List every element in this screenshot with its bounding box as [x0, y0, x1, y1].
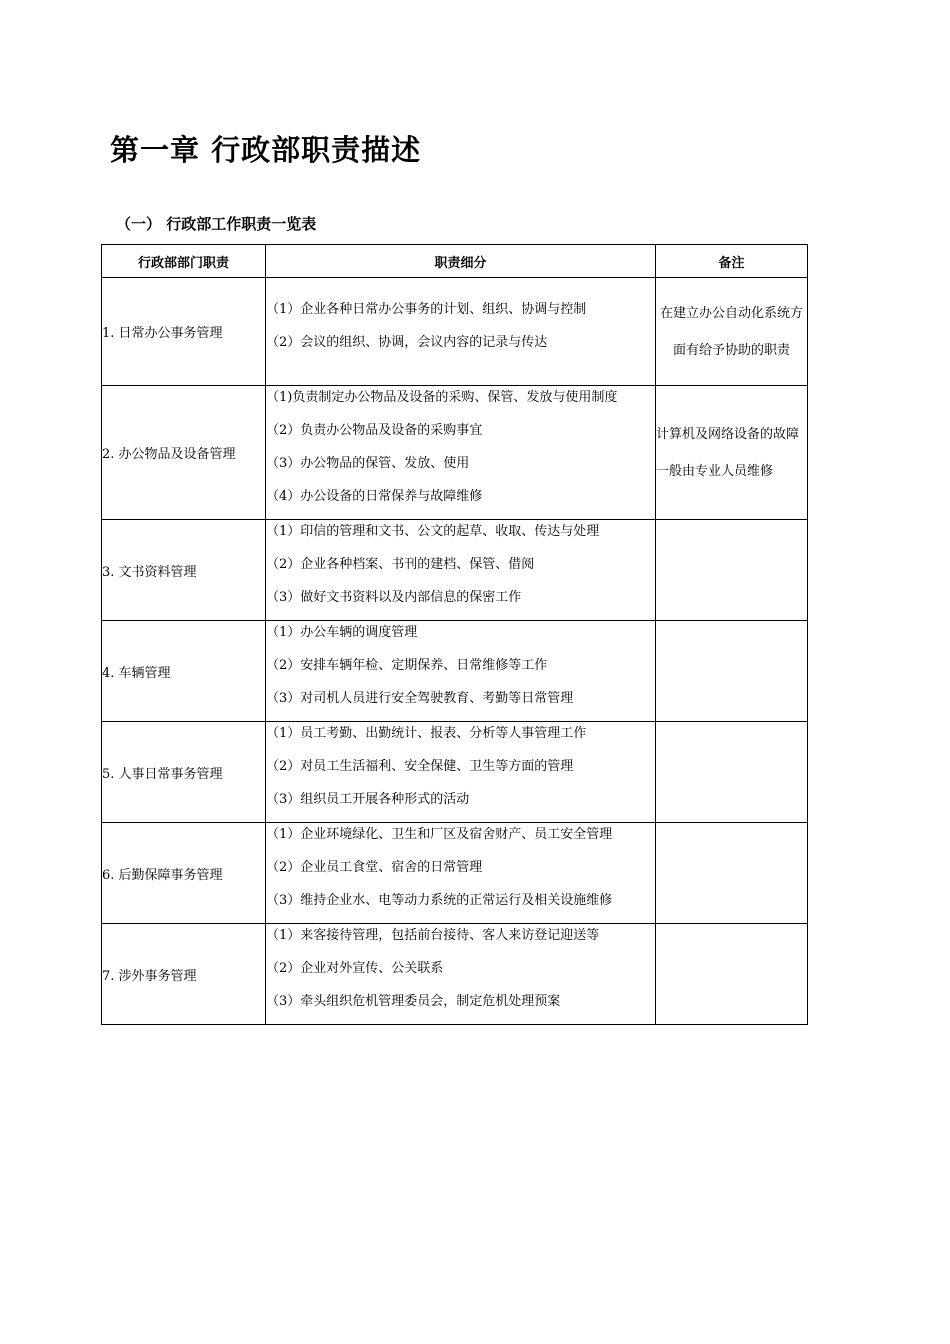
details-cell	[266, 621, 656, 722]
table-row	[102, 823, 808, 924]
table-header-row	[102, 245, 808, 278]
table-row	[102, 722, 808, 823]
header-details: 职责细分	[266, 245, 656, 278]
table-row	[102, 278, 808, 386]
detail-line: （4）办公设备的日常保养与故障维修	[266, 488, 483, 504]
detail-line: （2）会议的组织、协调，会议内容的记录与传达	[266, 334, 548, 350]
details-cell	[266, 520, 656, 621]
remark-cell	[656, 520, 808, 621]
detail-line: （2）企业各种档案、书刊的建档、保管、借阅	[266, 556, 535, 572]
header-dept: 行政部部门职责	[102, 245, 266, 278]
remark-cell	[656, 621, 808, 722]
details-cell	[266, 722, 656, 823]
detail-line: （1）印信的管理和文书、公文的起草、收取、传达与处理	[266, 523, 600, 539]
detail-line: （2）负责办公物品及设备的采购事宜	[266, 422, 483, 438]
detail-line: （1）企业各种日常办公事务的计划、组织、协调与控制	[266, 301, 587, 317]
details-cell	[266, 386, 656, 520]
detail-line: （3）办公物品的保管、发放、使用	[266, 455, 470, 471]
detail-line: （3）维持企业水、电等动力系统的正常运行及相关设施维修	[266, 892, 613, 908]
dept-cell: 7. 涉外事务管理	[102, 924, 266, 1025]
table-row	[102, 621, 808, 722]
detail-line: （3）牵头组织危机管理委员会，制定危机处理预案	[266, 993, 561, 1009]
dept-cell: 6. 后勤保障事务管理	[102, 823, 266, 924]
section-title: （一） 行政部工作职责一览表	[116, 215, 317, 233]
details-cell	[266, 278, 656, 386]
remark-cell	[656, 924, 808, 1025]
table-row	[102, 924, 808, 1025]
detail-line: （1)负责制定办公物品及设备的采购、保管、发放与使用制度	[266, 389, 618, 405]
dept-cell: 1. 日常办公事务管理	[102, 278, 266, 386]
remark-cell	[656, 722, 808, 823]
detail-line: （3）做好文书资料以及内部信息的保密工作	[266, 589, 522, 605]
table-row	[102, 520, 808, 621]
detail-line: （1）来客接待管理，包括前台接待、客人来访登记迎送等	[266, 927, 600, 943]
detail-line: （2）企业员工食堂、宿舍的日常管理	[266, 859, 483, 875]
details-cell	[266, 924, 656, 1025]
remark-cell	[656, 823, 808, 924]
dept-cell: 2. 办公物品及设备管理	[102, 386, 266, 520]
chapter-title: 第一章 行政部职责描述	[110, 133, 422, 167]
detail-line: （1）企业环境绿化、卫生和厂区及宿舍财产、员工安全管理	[266, 826, 613, 842]
details-cell	[266, 823, 656, 924]
dept-cell: 3. 文书资料管理	[102, 520, 266, 621]
detail-line: （1）办公车辆的调度管理	[266, 624, 418, 640]
detail-line: （1）员工考勤、出勤统计、报表、分析等人事管理工作	[266, 725, 587, 741]
dept-cell: 5. 人事日常事务管理	[102, 722, 266, 823]
duty-table	[101, 244, 808, 1025]
detail-line: （3）组织员工开展各种形式的活动	[266, 791, 470, 807]
dept-cell: 4. 车辆管理	[102, 621, 266, 722]
detail-line: （2）对员工生活福利、安全保健、卫生等方面的管理	[266, 758, 574, 774]
detail-line: （2）安排车辆年检、定期保养、日常维修等工作	[266, 657, 548, 673]
table-row	[102, 386, 808, 520]
remark-cell: 计算机及网络设备的故障一般由专业人员维修	[656, 386, 808, 520]
header-remark: 备注	[656, 245, 808, 278]
detail-line: （3）对司机人员进行安全驾驶教育、考勤等日常管理	[266, 690, 574, 706]
remark-cell: 在建立办公自动化系统方面有给予协助的职责	[656, 278, 808, 386]
detail-line: （2）企业对外宣传、公关联系	[266, 960, 444, 976]
